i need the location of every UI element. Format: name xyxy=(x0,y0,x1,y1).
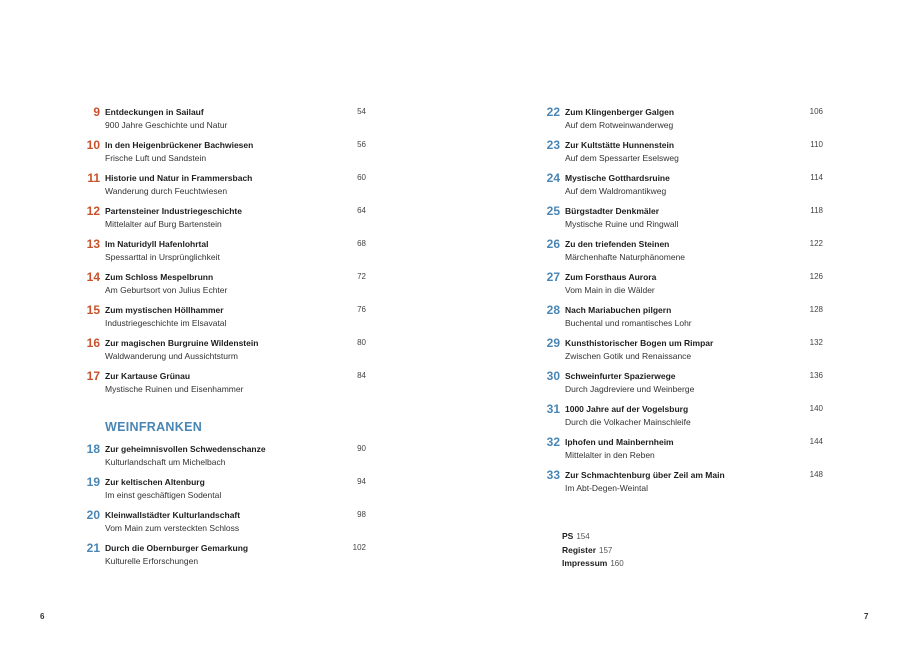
toc-entry-page: 106 xyxy=(809,107,823,116)
toc-entry[interactable] xyxy=(540,469,823,502)
toc-entry-number: 14 xyxy=(86,270,100,284)
toc-entry[interactable] xyxy=(80,106,366,139)
toc-entry-page: 54 xyxy=(357,107,366,116)
toc-entry-page: 132 xyxy=(809,338,823,347)
toc-entry-number: 32 xyxy=(546,435,560,449)
toc-entry-page: 136 xyxy=(809,371,823,380)
toc-entry-page: 140 xyxy=(809,404,823,413)
toc-entry-subtitle: Mittelalter auf Burg Bartenstein xyxy=(105,219,222,229)
toc-entry-page: 118 xyxy=(810,206,823,215)
toc-entry-page: 76 xyxy=(357,305,366,314)
toc-entry[interactable] xyxy=(80,139,366,172)
toc-entry-page: 64 xyxy=(357,206,366,215)
toc-extra-page: 157 xyxy=(599,545,613,555)
toc-entry-page: 56 xyxy=(357,140,366,149)
toc-entry-page: 80 xyxy=(357,338,366,347)
toc-entry-title: Mystische Gotthardsruine xyxy=(565,173,670,183)
toc-entry-title: Zur Kartause Grünau xyxy=(105,371,191,381)
toc-entry-title: Kleinwallstädter Kulturlandschaft xyxy=(105,510,241,520)
toc-entry-title: Entdeckungen in Sailauf xyxy=(105,107,204,117)
toc-entry[interactable] xyxy=(80,172,366,205)
toc-entry-subtitle: Zwischen Gotik und Renaissance xyxy=(565,351,692,361)
toc-entry-title: Im Naturidyll Hafenlohrtal xyxy=(105,239,209,249)
toc-entry[interactable] xyxy=(540,304,823,337)
toc-entry-subtitle: Märchenhafte Naturphänomene xyxy=(565,252,686,262)
toc-entry-title: Partensteiner Industriegeschichte xyxy=(105,206,242,216)
toc-entry-title: Zu den triefenden Steinen xyxy=(565,239,670,249)
toc-entry-title: Bürgstadter Denkmäler xyxy=(565,206,660,216)
toc-entry-page: 84 xyxy=(357,371,366,380)
toc-right-column xyxy=(540,106,823,502)
toc-entry-page: 72 xyxy=(357,272,366,281)
toc-entry-number: 28 xyxy=(546,303,560,317)
toc-entry-title: Zum Klingenberger Galgen xyxy=(565,107,675,117)
toc-entry[interactable] xyxy=(80,370,366,403)
toc-entry-number: 22 xyxy=(546,105,560,119)
toc-left-column-weinfranken xyxy=(80,443,366,575)
toc-entry-title: Zur keltischen Altenburg xyxy=(105,477,205,487)
toc-entry[interactable] xyxy=(80,238,366,271)
toc-entry-number: 25 xyxy=(546,204,560,218)
toc-entry-subtitle: Buchental und romantisches Lohr xyxy=(565,318,692,328)
toc-entry[interactable] xyxy=(540,403,823,436)
toc-entry[interactable] xyxy=(80,509,366,542)
toc-entry[interactable] xyxy=(540,271,823,304)
toc-entry-page: 122 xyxy=(809,239,823,248)
toc-entry-page: 128 xyxy=(809,305,823,314)
toc-entry-subtitle: Mystische Ruine und Ringwall xyxy=(565,219,679,229)
toc-entry-title: Zur Kultstätte Hunnenstein xyxy=(565,140,675,150)
toc-entry[interactable] xyxy=(540,139,823,172)
toc-entry-number: 13 xyxy=(86,237,100,251)
toc-entry-title: Zur magischen Burgruine Wildenstein xyxy=(105,338,259,348)
toc-extra-item[interactable] xyxy=(562,544,624,558)
toc-entry-title: Zur Schmachtenburg über Zeil am Main xyxy=(565,470,725,480)
toc-entry-number: 11 xyxy=(87,171,100,185)
toc-entry-subtitle: 900 Jahre Geschichte und Natur xyxy=(105,120,228,130)
toc-entry-subtitle: Im Abt-Degen-Weintal xyxy=(565,483,648,493)
toc-entry-page: 90 xyxy=(357,444,366,453)
toc-extra-item[interactable] xyxy=(562,557,624,571)
toc-extras xyxy=(562,530,624,571)
toc-entry-page: 114 xyxy=(810,173,823,182)
toc-entry[interactable] xyxy=(540,238,823,271)
toc-entry-subtitle: Durch Jagdreviere und Weinberge xyxy=(565,384,695,394)
toc-entry[interactable] xyxy=(80,205,366,238)
toc-entry-number: 10 xyxy=(86,138,100,152)
toc-entry-title: In den Heigenbrückener Bachwiesen xyxy=(105,140,254,150)
toc-entry-number: 21 xyxy=(86,541,100,555)
toc-entry-page: 60 xyxy=(357,173,366,182)
toc-extra-label: PS xyxy=(562,531,574,541)
toc-entry-subtitle: Kulturlandschaft um Michelbach xyxy=(105,457,226,467)
toc-entry-title: Zur geheimnisvollen Schwedenschanze xyxy=(105,444,266,454)
toc-entry-page: 110 xyxy=(810,140,823,149)
toc-extra-item[interactable] xyxy=(562,530,624,544)
toc-entry-number: 26 xyxy=(546,237,560,251)
toc-entry-number: 12 xyxy=(86,204,100,218)
toc-entry-number: 23 xyxy=(546,138,560,152)
toc-entry-title: 1000 Jahre auf der Vogelsburg xyxy=(565,404,689,414)
toc-entry-title: Kunsthistorischer Bogen um Rimpar xyxy=(565,338,714,348)
toc-left-column xyxy=(80,106,366,403)
toc-entry-title: Zum Forsthaus Aurora xyxy=(565,272,657,282)
toc-entry[interactable] xyxy=(540,370,823,403)
toc-entry-page: 102 xyxy=(352,543,366,552)
toc-entry[interactable] xyxy=(540,436,823,469)
toc-entry[interactable] xyxy=(80,337,366,370)
toc-entry-subtitle: Auf dem Rotweinwanderweg xyxy=(565,120,674,130)
toc-entry-number: 17 xyxy=(86,369,100,383)
toc-entry-page: 68 xyxy=(357,239,366,248)
toc-entry[interactable] xyxy=(540,106,823,139)
toc-entry-title: Durch die Obernburger Gemarkung xyxy=(105,543,249,553)
toc-entry[interactable] xyxy=(80,271,366,304)
toc-entry-subtitle: Vom Main zum versteckten Schloss xyxy=(105,523,240,533)
toc-entry-title: Schweinfurter Spazierwege xyxy=(565,371,676,381)
toc-entry-number: 9 xyxy=(93,105,100,119)
toc-entry-subtitle: Mystische Ruinen und Eisenhammer xyxy=(105,384,244,394)
toc-entry-subtitle: Vom Main in die Wälder xyxy=(565,285,655,295)
toc-entry-number: 19 xyxy=(86,475,100,489)
toc-entry-subtitle: Im einst geschäftigen Sodental xyxy=(105,490,222,500)
toc-entry-title: Zum mystischen Höllhammer xyxy=(105,305,224,315)
toc-entry-subtitle: Durch die Volkacher Mainschleife xyxy=(565,417,691,427)
toc-extra-label: Register xyxy=(562,544,597,555)
toc-entry-number: 31 xyxy=(546,402,560,416)
toc-entry-title: Historie und Natur in Frammersbach xyxy=(105,173,253,183)
toc-entry-number: 29 xyxy=(546,336,560,350)
toc-extra-page: 160 xyxy=(610,559,624,568)
toc-entry-subtitle: Am Geburtsort von Julius Echter xyxy=(105,285,228,295)
page-number-left: 6 xyxy=(40,612,45,621)
toc-entry-subtitle: Auf dem Spessarter Eselsweg xyxy=(565,153,679,163)
toc-entry-page: 94 xyxy=(357,477,366,486)
toc-entry[interactable] xyxy=(540,337,823,370)
toc-entry-subtitle: Wanderung durch Feuchtwiesen xyxy=(105,186,228,196)
toc-entry-subtitle: Waldwanderung und Aussichtsturm xyxy=(105,351,238,361)
toc-entry-number: 18 xyxy=(86,442,100,456)
toc-entry[interactable] xyxy=(540,205,823,238)
section-title-weinfranken: WEINFRANKEN xyxy=(105,420,203,434)
toc-entry-subtitle: Auf dem Waldromantikweg xyxy=(565,186,667,196)
toc-entry-subtitle: Frische Luft und Sandstein xyxy=(105,153,207,163)
toc-entry-subtitle: Kulturelle Erforschungen xyxy=(105,556,199,566)
toc-extra-label: Impressum xyxy=(562,558,608,568)
toc-entry[interactable] xyxy=(80,476,366,509)
toc-entry-page: 98 xyxy=(357,510,366,519)
page-number-right: 7 xyxy=(864,612,869,621)
toc-entry-number: 20 xyxy=(86,508,100,522)
toc-extra-page: 154 xyxy=(576,532,590,541)
toc-entry-number: 33 xyxy=(546,468,560,482)
toc-entry[interactable] xyxy=(80,542,366,575)
toc-entry-number: 15 xyxy=(86,303,100,317)
toc-entry-subtitle: Spessarttal in Ursprünglichkeit xyxy=(105,252,220,262)
toc-entry[interactable] xyxy=(80,304,366,337)
toc-entry[interactable] xyxy=(540,172,823,205)
toc-entry-page: 126 xyxy=(809,272,823,281)
toc-entry-number: 30 xyxy=(546,369,560,383)
toc-entry-subtitle: Mittelalter in den Reben xyxy=(565,450,655,460)
toc-entry-subtitle: Industriegeschichte im Elsavatal xyxy=(105,318,227,328)
toc-entry-title: Nach Mariabuchen pilgern xyxy=(565,305,672,315)
toc-entry-page: 148 xyxy=(809,470,823,479)
toc-entry[interactable] xyxy=(80,443,366,476)
toc-entry-title: Iphofen und Mainbernheim xyxy=(565,437,674,447)
toc-entry-page: 144 xyxy=(809,437,823,446)
toc-entry-title: Zum Schloss Mespelbrunn xyxy=(105,272,214,282)
toc-entry-number: 16 xyxy=(86,336,100,350)
toc-entry-number: 27 xyxy=(546,270,560,284)
toc-entry-number: 24 xyxy=(546,171,560,185)
